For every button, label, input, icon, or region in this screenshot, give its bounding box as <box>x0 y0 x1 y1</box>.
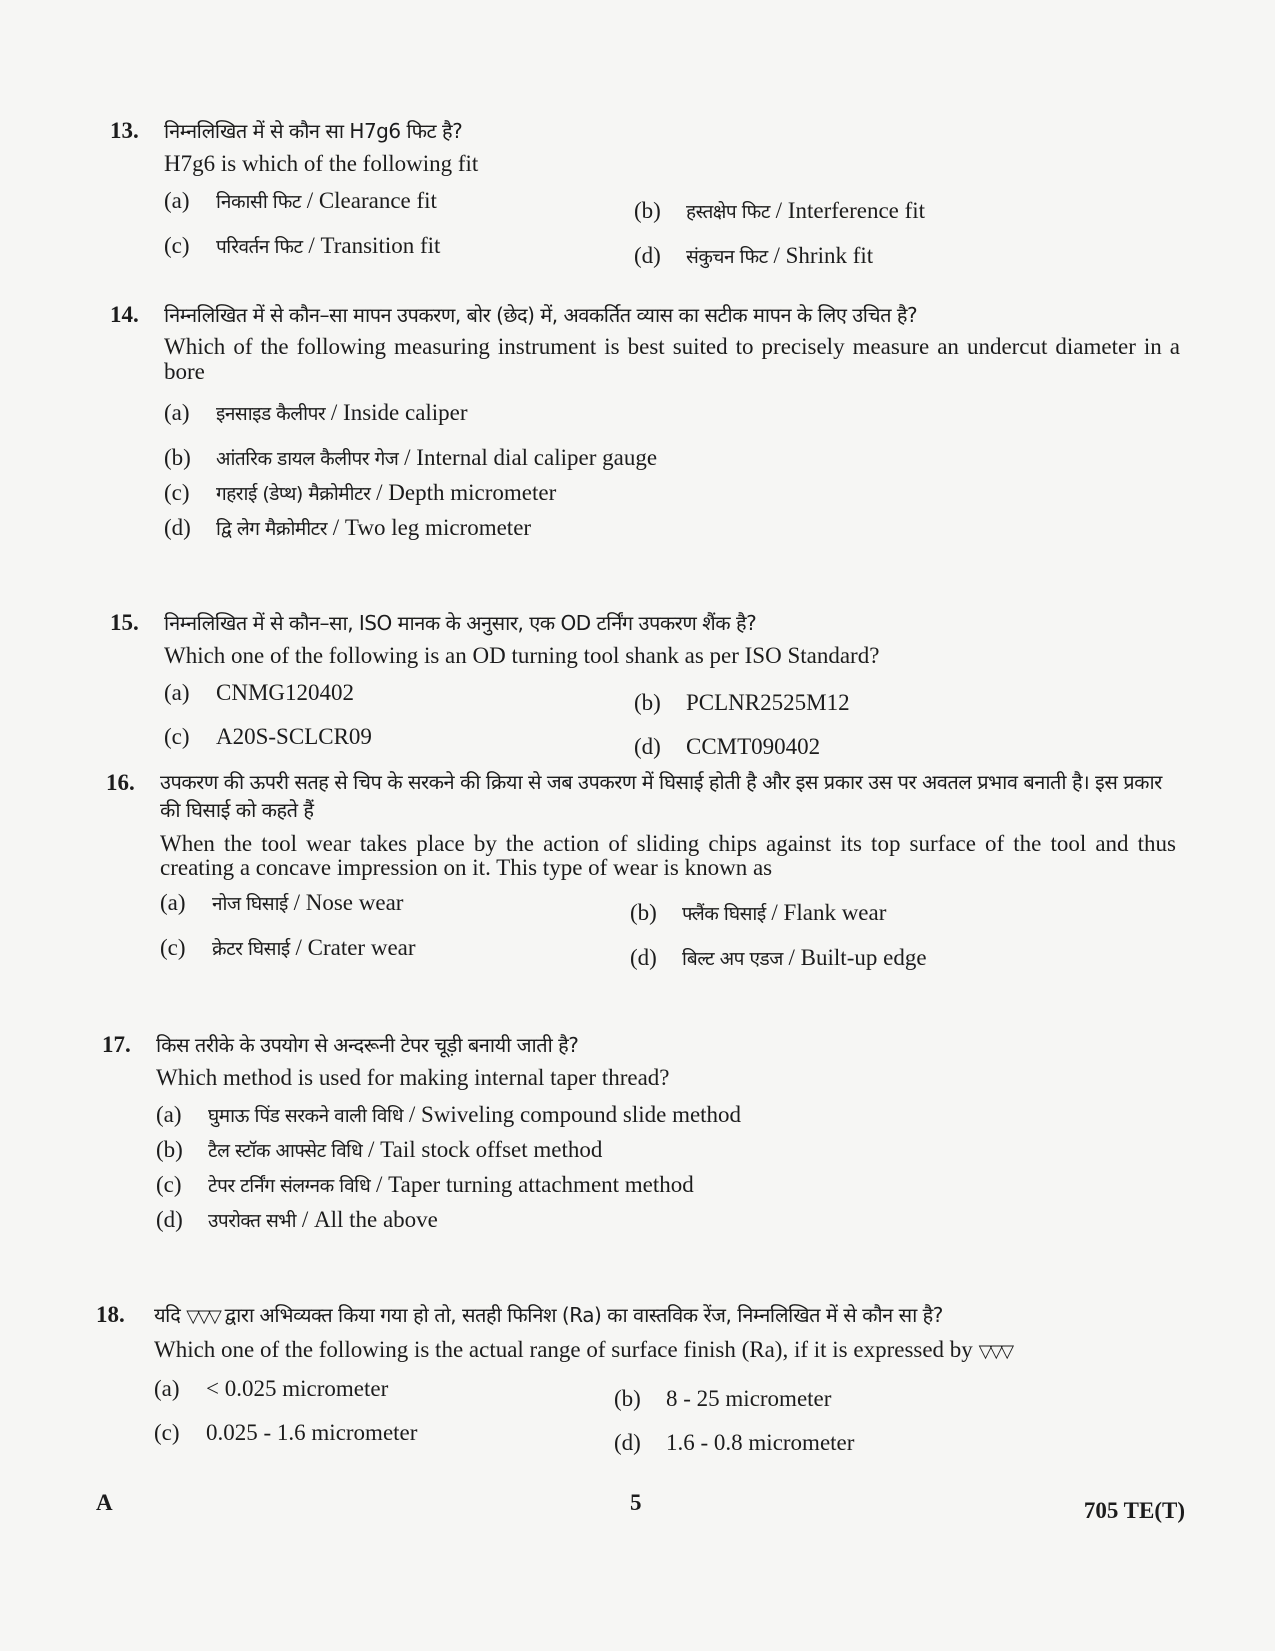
paper-code: 705 TE(T) <box>1083 1498 1185 1523</box>
option-c[interactable]: (c) 0.025 - 1.6 micrometer <box>154 1420 418 1445</box>
option-a[interactable]: (a) इनसाइड कैलीपर / Inside caliper <box>164 400 468 425</box>
option-a[interactable]: (a) निकासी फिट / Clearance fit <box>164 188 437 213</box>
question-number: 15. <box>110 610 139 635</box>
question-text-hindi: निम्नलिखित में से कौन–सा मापन उपकरण, बोर (छेद) में, अवकर्तित व्यास का सटीक मापन के लिए उचित है? <box>164 303 918 327</box>
set-code: A <box>96 1490 113 1515</box>
option-a[interactable]: (a) नोज घिसाई / Nose wear <box>160 890 404 915</box>
option-d[interactable]: (d) बिल्ट अप एडज / Built-up edge <box>630 945 927 970</box>
question-text-hindi: निम्नलिखित में से कौन सा H7g6 फिट है? <box>164 119 463 143</box>
question-15 <box>110 608 1180 764</box>
question-text-english: Which one of the following is an OD turning tool shank as per ISO Standard? <box>164 643 880 668</box>
option-d[interactable]: (d) 1.6 - 0.8 micrometer <box>614 1430 855 1455</box>
surface-finish-symbol-icon: ▽▽▽ <box>978 1341 1012 1362</box>
question-18 <box>96 1300 1166 1460</box>
option-d[interactable]: (d) उपरोक्त सभी / All the above <box>156 1207 438 1232</box>
question-number: 16. <box>106 770 135 795</box>
question-text-hindi: निम्नलिखित में से कौन–सा, ISO मानक के अनुसार, एक OD टर्निंग उपकरण शैंक है? <box>164 611 757 635</box>
question-17 <box>102 1030 1172 1238</box>
question-13 <box>110 116 1180 274</box>
option-d[interactable]: (d) द्वि लेग मैक्रोमीटर / Two leg micrometer <box>164 515 532 540</box>
question-number: 14. <box>110 302 139 327</box>
option-b[interactable]: (b) टैल स्टॉक आफ्सेट विधि / Tail stock offset method <box>156 1137 603 1162</box>
question-text-hindi: यदि ▽▽▽ द्वारा अभिव्यक्त किया गया हो तो, सतही फिनिश (Ra) का वास्तविक रेंज, निम्नलिखित में से कौन सा है? <box>154 1303 943 1327</box>
question-text-english: H7g6 is which of the following fit <box>164 151 479 176</box>
option-b[interactable]: (b) आंतरिक डायल कैलीपर गेज / Internal dial caliper gauge <box>164 445 658 470</box>
option-b[interactable]: (b) फ्लैंक घिसाई / Flank wear <box>630 900 887 925</box>
option-c[interactable]: (c) गहराई (डेप्थ) मैक्रोमीटर / Depth micrometer <box>164 480 557 505</box>
options <box>154 1372 1166 1460</box>
options <box>160 886 1176 976</box>
option-c[interactable]: (c) क्रेटर घिसाई / Crater wear <box>160 935 416 960</box>
question-number: 17. <box>102 1032 131 1057</box>
options <box>164 184 1180 274</box>
option-b[interactable]: (b) हस्तक्षेप फिट / Interference fit <box>634 198 926 223</box>
options <box>156 1098 1172 1238</box>
options <box>164 396 1180 546</box>
question-text-english: Which method is used for making internal taper thread? <box>156 1065 670 1090</box>
option-b[interactable]: (b) 8 - 25 micrometer <box>614 1386 832 1411</box>
question-16 <box>106 768 1176 976</box>
option-a[interactable]: (a) घुमाऊ पिंड सरकने वाली विधि / Swiveling compound slide method <box>156 1102 742 1127</box>
option-b[interactable]: (b) PCLNR2525M12 <box>634 690 850 715</box>
page-number: 5 <box>630 1490 642 1515</box>
option-c[interactable]: (c) परिवर्तन फिट / Transition fit <box>164 233 441 258</box>
question-text-english: When the tool wear takes place by the action of sliding chips against its top surface of the tool and thus creating a concave impression on it. This type of wear is known as <box>160 831 1176 880</box>
option-c[interactable]: (c) A20S-SCLCR09 <box>164 724 372 749</box>
option-d[interactable]: (d) CCMT090402 <box>634 734 821 759</box>
question-number: 18. <box>96 1302 125 1327</box>
option-a[interactable]: (a) CNMG120402 <box>164 680 355 705</box>
question-text-hindi: उपकरण की ऊपरी सतह से चिप के सरकने की क्रिया से जब उपकरण में घिसाई होती है और इस प्रकार उस पर अवतल प्रभाव बनाती है। इस प्रकार की घिसाई को कहते हैं <box>160 770 1162 822</box>
option-d[interactable]: (d) संकुचन फिट / Shrink fit <box>634 243 874 268</box>
option-a[interactable]: (a) < 0.025 micrometer <box>154 1376 389 1401</box>
options <box>164 676 1180 764</box>
option-c[interactable]: (c) टेपर टर्निंग संलग्नक विधि / Taper turning attachment method <box>156 1172 694 1197</box>
question-text-hindi: किस तरीके के उपयोग से अन्दरूनी टेपर चूड़ी बनायी जाती है? <box>156 1033 579 1057</box>
question-text-english: Which one of the following is the actual range of surface finish (Ra), if it is expressed by ▽▽▽ <box>154 1337 1012 1362</box>
question-14 <box>110 300 1180 546</box>
question-number: 13. <box>110 118 139 143</box>
surface-finish-symbol-icon: ▽▽▽ <box>186 1306 219 1327</box>
question-text-english: Which of the following measuring instrument is best suited to precisely measure an undercut diameter in a bore <box>164 334 1180 384</box>
